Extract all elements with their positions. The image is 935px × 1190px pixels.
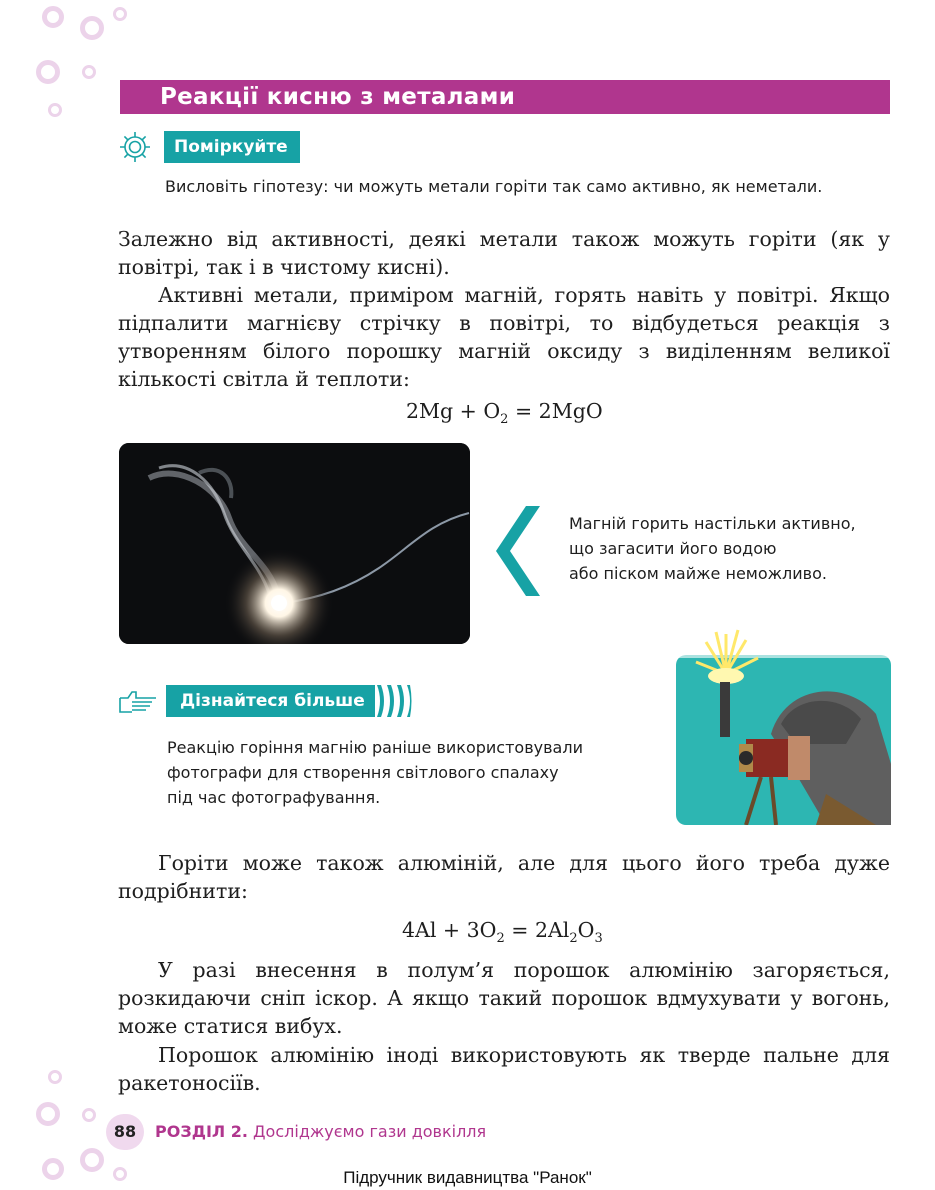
decor-dot (113, 7, 127, 21)
formula-subscript: 2 (496, 931, 505, 947)
paragraph-3: Горіти може також алюміній, але для цього його треба дуже подрібнити: (118, 851, 890, 903)
chevron-left-icon (496, 506, 540, 596)
paragraph-4: У разі внесення в полум’я порошок алюмінію загоряється, розкидаючи сніп іскор. А якщо такий порошок вдмухувати у вогонь, може статися вибух. (118, 958, 890, 1038)
paragraph-1: Залежно від активності, деякі метали також можуть горіти (як у повітрі, так і в чистому кисні). (118, 227, 890, 279)
formula-part: O (577, 918, 595, 942)
decor-dot (36, 1102, 60, 1126)
decor-dot (82, 1108, 96, 1122)
formula-part: = 2MgO (508, 399, 603, 423)
photo-caption (569, 511, 899, 586)
decor-dot (36, 60, 60, 84)
learn-line: Реакцію горіння магнію раніше використовували (167, 738, 583, 757)
decor-dot (82, 65, 96, 79)
section-title: Реакції кисню з металами (120, 80, 890, 114)
paragraph-2: Активні метали, приміром магній, горять навіть у повітрі. Якщо підпалити магнієву стрічку в повітрі, то відбудеться реакція з утворенням білого порошку магній оксиду з виділенням великої кількості світла й теплоти: (118, 283, 890, 391)
caption-line: або піском майже неможливо. (569, 564, 827, 583)
footer-section (155, 1121, 486, 1143)
formula-aluminium (402, 916, 603, 953)
formula-subscript: 3 (594, 931, 603, 947)
decor-dot (48, 1070, 62, 1084)
formula-subscript: 2 (569, 931, 578, 947)
gear-icon (118, 130, 152, 164)
formula-part: 4Al + 3O (402, 918, 497, 942)
section-name: Досліджуємо гази довкілля (247, 1122, 487, 1141)
think-label: Поміркуйте (164, 131, 300, 163)
learn-more-label: Дізнайтеся більше (166, 685, 375, 717)
formula-part: = 2Al (504, 918, 570, 942)
publisher-credit: Підручник видавництва "Ранок" (343, 1168, 592, 1187)
formula-part: 2Mg + O (406, 399, 501, 423)
learn-line: під час фотографування. (167, 788, 381, 807)
learn-more-text (167, 735, 647, 810)
learn-line: фотографи для створення світлового спалаху (167, 763, 559, 782)
pointing-hand-icon (118, 688, 160, 716)
decor-dot (42, 6, 64, 28)
magnesium-burning-photo (119, 443, 470, 644)
section-number: РОЗДІЛ 2. (155, 1122, 248, 1141)
photographer-illustration (676, 624, 891, 825)
decor-dot (48, 103, 62, 117)
paragraph-5: Порошок алюмінію іноді використовують як тверде пальне для ракетоносіїв. (118, 1043, 890, 1095)
think-question: Висловіть гіпотезу: чи можуть метали горіти так само активно, як неметали. (165, 177, 823, 196)
decor-dot (80, 16, 104, 40)
formula-magnesium (406, 397, 603, 434)
stripes-decor (377, 685, 413, 717)
formula-subscript: 2 (500, 412, 509, 428)
caption-line: Магній горить настільки активно, (569, 514, 856, 533)
caption-line: що загасити його водою (569, 539, 777, 558)
page-number: 88 (106, 1114, 144, 1150)
